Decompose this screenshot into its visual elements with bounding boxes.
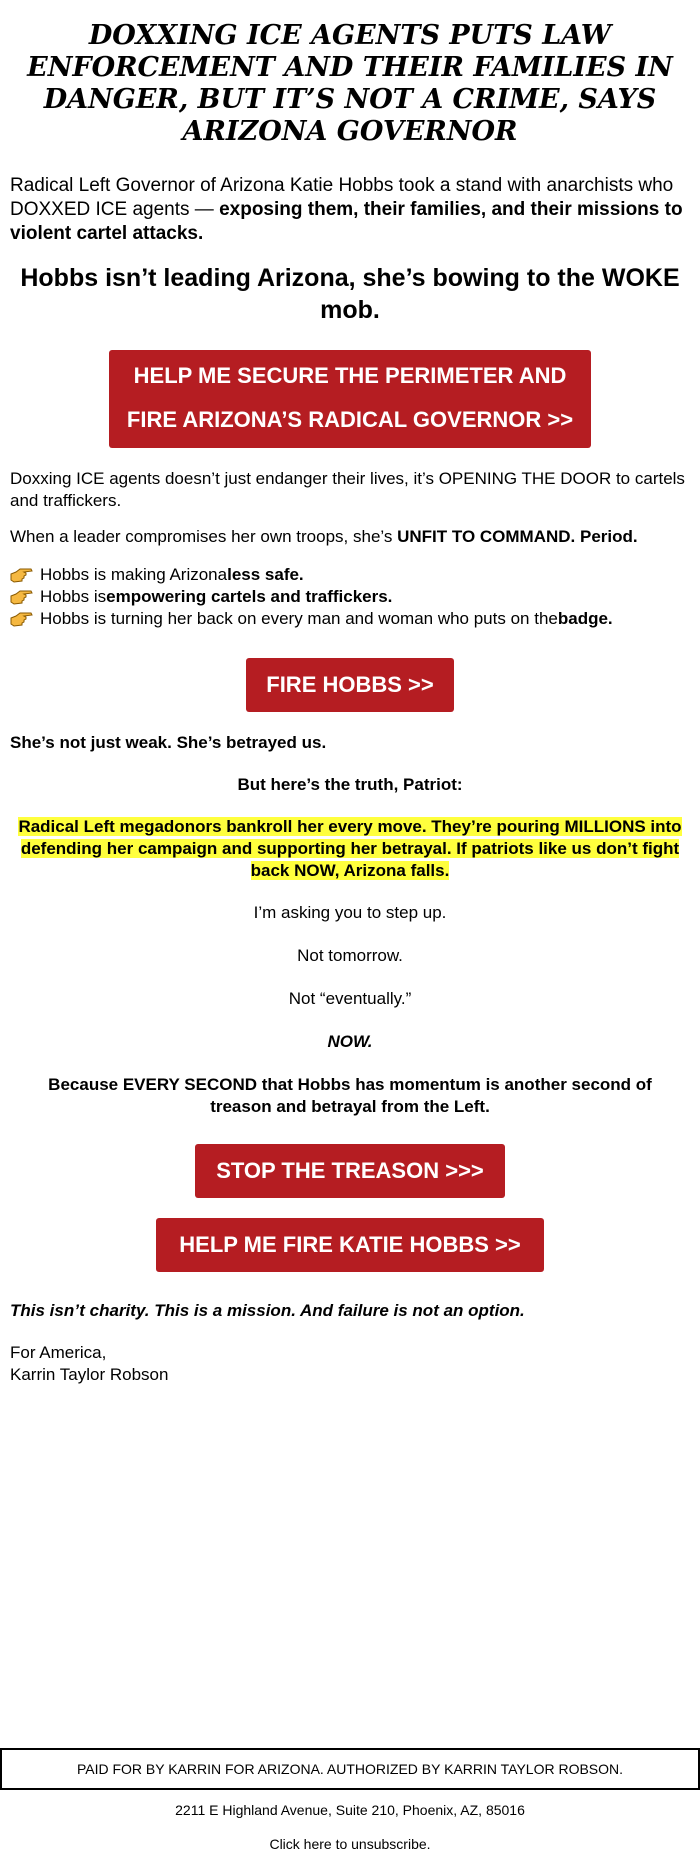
highlighted-paragraph (10, 816, 690, 882)
truth-text: But here’s the truth, Patriot: (237, 775, 463, 794)
not-tomorrow-text: Not tomorrow. (297, 946, 403, 965)
paid-for-disclaimer: PAID FOR BY KARRIN FOR ARIZONA. AUTHORIZED BY KARRIN TAYLOR ROBSON. (0, 1748, 700, 1790)
intro-text: Radical Left Governor of Arizona Katie Hobbs took a stand with anarchists who DOXXED ICE agents — (10, 175, 674, 220)
list-item (10, 608, 690, 630)
not-eventually-text: Not “eventually.” (288, 989, 412, 1008)
fire-hobbs-button[interactable]: FIRE HOBBS >> (246, 658, 453, 712)
because-pre: Because (48, 1075, 123, 1094)
unfit-text: When a leader compromises her own troops, she’s (10, 527, 398, 546)
mission-text: This isn’t charity. This is a mission. And failure is not an option. (10, 1301, 525, 1320)
highlighted-text: Radical Left megadonors bankroll her every move. They’re pouring MILLIONS into defending her campaign and supporting her betrayal. If patriots like us don’t fight back NOW, Arizona falls. (18, 817, 682, 880)
stop-treason-button[interactable]: STOP THE TREASON >>> (195, 1144, 505, 1198)
bullet-bold-text: less safe. (227, 565, 304, 584)
bullet-list (10, 564, 690, 630)
signature-text: Karrin Taylor Robson (10, 1365, 169, 1384)
bullet-text: Hobbs is making Arizona (40, 565, 228, 584)
intro-bold-text: exposing them, their families, and their missions to violent cartel attacks. (10, 199, 683, 244)
address-text: 2211 E Highland Avenue, Suite 210, Phoenix, AZ, 85016 (175, 1802, 525, 1818)
because-post: that Hobbs has momentum is another second of treason and betrayal from the Left. (210, 1075, 652, 1116)
because-paragraph (10, 1074, 690, 1118)
secure-perimeter-button[interactable] (109, 350, 591, 448)
unfit-paragraph (10, 526, 690, 548)
list-item (10, 564, 690, 586)
doxxing-paragraph: Doxxing ICE agents doesn’t just endanger their lives, it’s OPENING THE DOOR to cartels and traffickers. (10, 469, 685, 510)
list-item (10, 586, 690, 608)
button-line-2: FIRE ARIZONA’S RADICAL GOVERNOR >> (126, 407, 574, 432)
pointing-hand-icon (10, 609, 34, 629)
bullet-bold-text: empowering cartels and traffickers. (106, 587, 393, 606)
bullet-text: Hobbs is (40, 587, 107, 606)
now-text: NOW. (327, 1032, 373, 1051)
subheadline: Hobbs isn’t leading Arizona, she’s bowing to the WOKE mob. (20, 264, 680, 324)
because-bold: EVERY SECOND (122, 1075, 257, 1094)
fire-katie-hobbs-button[interactable]: HELP ME FIRE KATIE HOBBS >> (156, 1218, 544, 1272)
unsubscribe-link[interactable]: Click here to unsubscribe. (269, 1836, 431, 1852)
betrayed-text: She’s not just weak. She’s betrayed us. (10, 733, 327, 752)
button-line-1: HELP ME SECURE THE PERIMETER AND (133, 363, 567, 388)
unfit-bold-text: UNFIT TO COMMAND. Period. (397, 527, 638, 546)
bullet-text: Hobbs is turning her back on every man and woman who puts on the (40, 609, 558, 628)
signoff-text: For America, (10, 1343, 107, 1362)
pointing-hand-icon (10, 565, 34, 585)
ask-text: I’m asking you to step up. (253, 903, 447, 922)
pointing-hand-icon (10, 587, 34, 607)
intro-paragraph (10, 174, 690, 246)
headline: DOXXING ICE AGENTS PUTS LAW ENFORCEMENT AND THEIR FAMILIES IN DANGER, BUT IT’S NOT A CRIME, SAYS ARIZONA GOVERNOR (27, 20, 673, 147)
bullet-bold-text: badge. (557, 609, 613, 628)
